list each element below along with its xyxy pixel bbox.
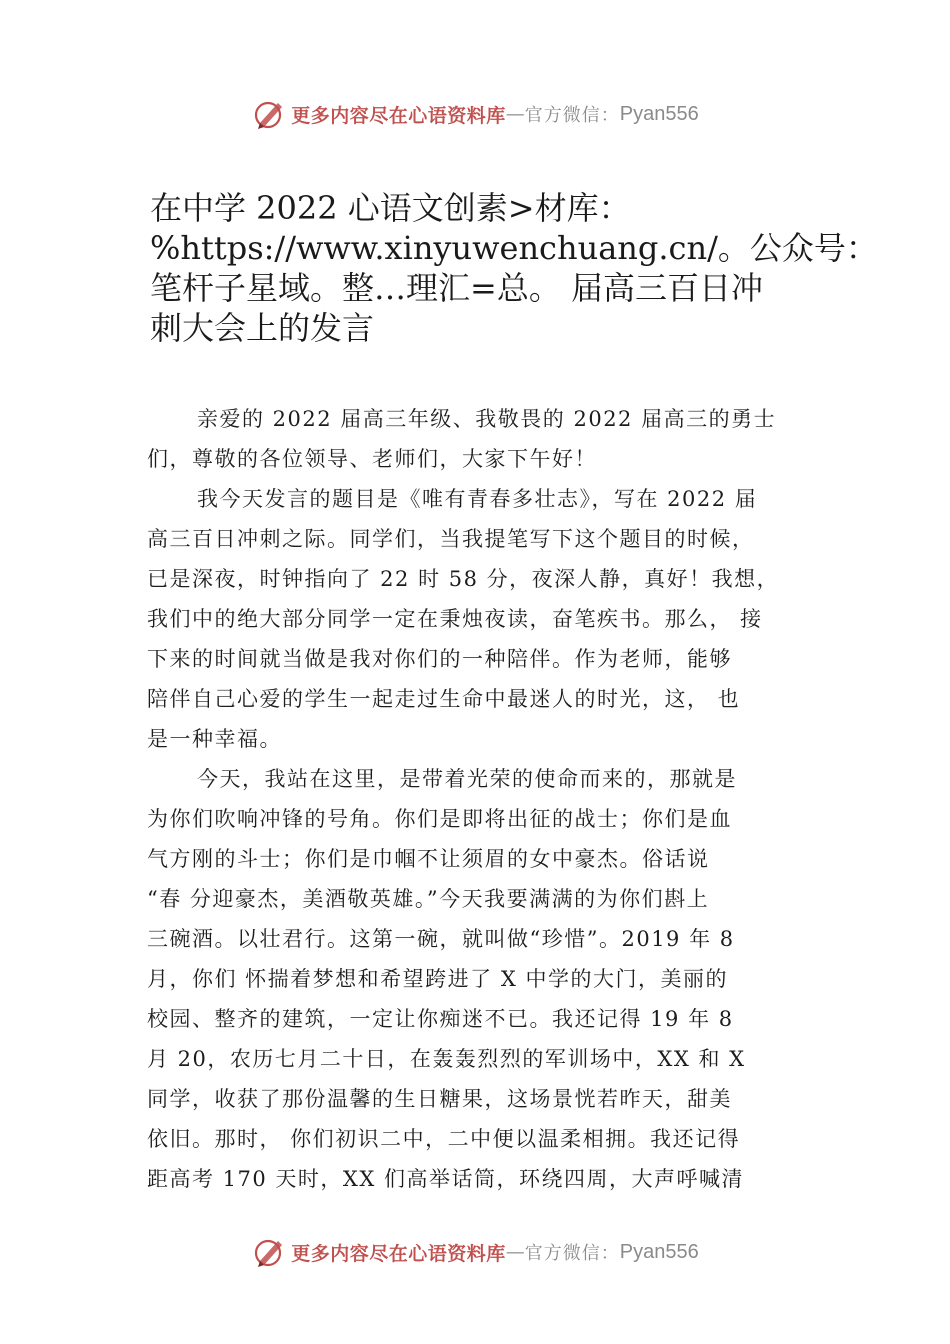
- banner-wechat-id: Pyan556: [619, 1240, 699, 1263]
- body-line: 我今天发言的题目是《唯有青春多壮志》，写在 2022 届: [197, 487, 758, 511]
- body-line: 三碗酒。以壮君行。这第一碗，就叫做“珍惜”。2019 年 8: [147, 927, 735, 951]
- title-line: 笔杆子星域。整…理汇=总。 届高三百日冲: [150, 269, 763, 307]
- body-line: 为你们吹响冲锋的号角。你们是即将出征的战士；你们是血: [147, 807, 732, 831]
- body-line: “春 分迎豪杰，美酒敬英雄。”今天我要满满的为你们斟上: [147, 887, 710, 911]
- banner-main-text: 更多内容尽在心语资料库: [291, 1242, 506, 1265]
- pen-logo-icon: [251, 1234, 287, 1270]
- banner-separator: —: [505, 1241, 525, 1263]
- title-line: %https://www.xinyuwenchuang.cn/。公众号：: [150, 229, 878, 267]
- body-line: 依旧。那时， 你们初识二中，二中便以温柔相拥。我还记得: [147, 1127, 741, 1151]
- banner-wechat-label: 官方微信：: [524, 1243, 620, 1264]
- title-line: 刺大会上的发言: [150, 309, 375, 347]
- body-line: 下来的时间就当做是我对你们的一种陪伴。作为老师，能够: [147, 647, 732, 671]
- body-line: 今天，我站在这里，是带着光荣的使命而来的，那就是: [197, 767, 737, 791]
- page-title: [150, 188, 880, 348]
- speech-body: [147, 399, 827, 1199]
- header-banner: [0, 94, 950, 134]
- body-line: 我们中的绝大部分同学一定在秉烛夜读，奋笔疾书。那么， 接: [147, 607, 763, 631]
- pen-logo-icon: [251, 96, 287, 132]
- banner-wechat-label: 官方微信：: [524, 105, 620, 126]
- banner-main-text: 更多内容尽在心语资料库: [291, 104, 506, 127]
- body-line: 校园、整齐的建筑，一定让你痴迷不已。我还记得 19 年 8: [147, 1007, 734, 1031]
- body-line: 亲爱的 2022 届高三年级、我敬畏的 2022 届高三的勇士: [197, 407, 777, 431]
- footer-banner: [0, 1232, 950, 1272]
- body-line: 距高考 170 天时，XX 们高举话筒，环绕四周，大声呼喊清: [147, 1167, 745, 1191]
- banner-separator: —: [505, 103, 525, 125]
- title-line: 在中学 2022 心语文创素>材库：: [150, 189, 631, 227]
- banner-wechat-id: Pyan556: [619, 102, 699, 125]
- body-line: 气方刚的斗士；你们是巾帼不让须眉的女中豪杰。俗话说: [147, 847, 710, 871]
- body-line: 已是深夜，时钟指向了 22 时 58 分，夜深人静，真好！我想，: [147, 567, 780, 591]
- body-line: 月，你们 怀揣着梦想和希望跨进了 X 中学的大门，美丽的: [147, 967, 728, 991]
- body-line: 是一种幸福。: [147, 727, 282, 751]
- body-line: 高三百日冲刺之际。同学们，当我提笔写下这个题目的时候，: [147, 527, 755, 551]
- body-line: 们，尊敬的各位领导、老师们，大家下午好！: [147, 447, 597, 471]
- body-line: 陪伴自己心爱的学生一起走过生命中最迷人的时光，这， 也: [147, 687, 741, 711]
- body-line: 月 20，农历七月二十日，在轰轰烈烈的军训场中，XX 和 X: [147, 1047, 746, 1071]
- body-line: 同学，收获了那份温馨的生日糖果，这场景恍若昨天，甜美: [147, 1087, 732, 1111]
